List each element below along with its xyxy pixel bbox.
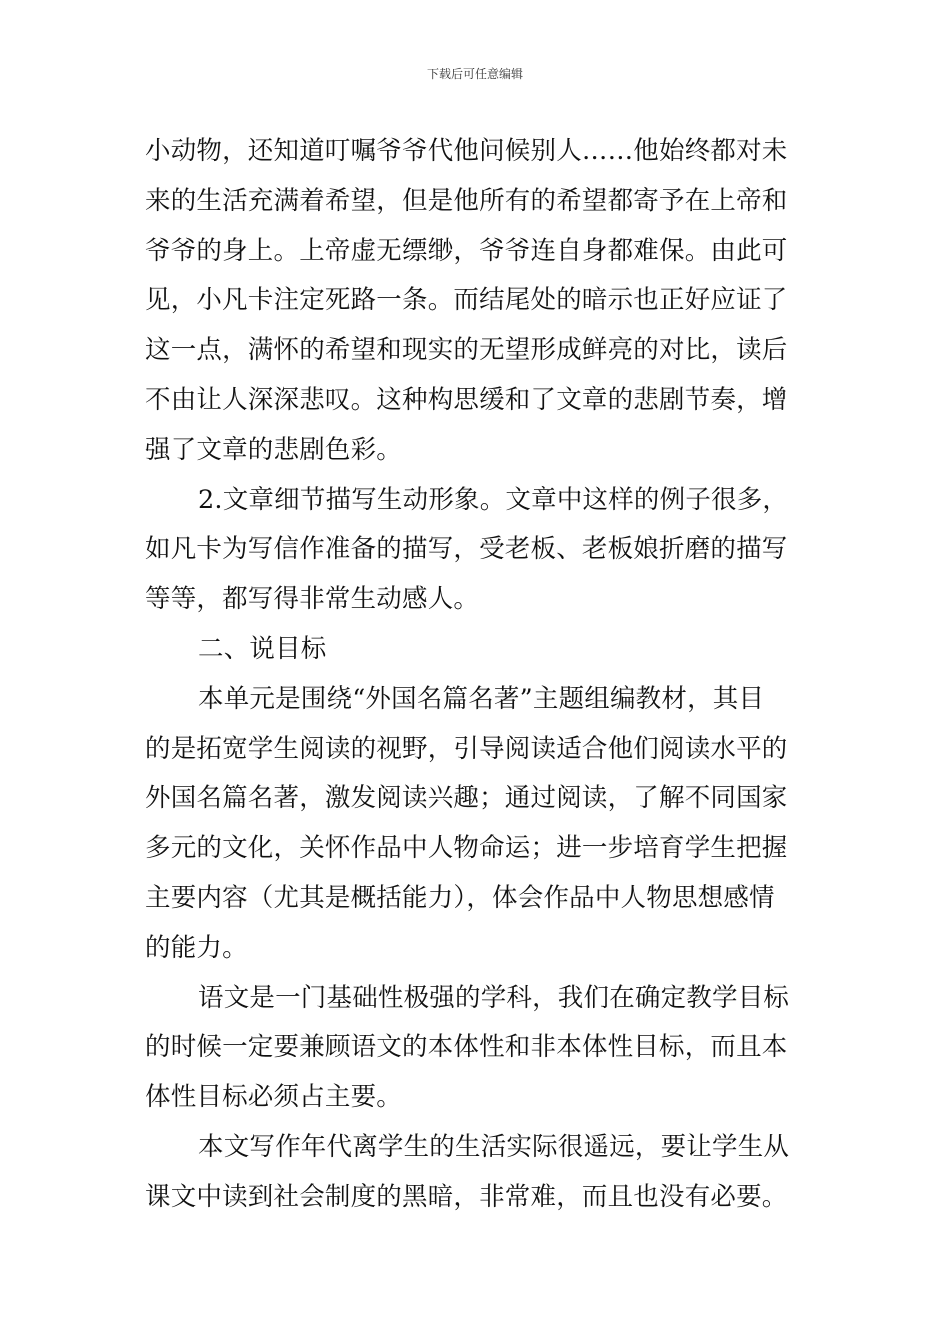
text-line: 的能力。 <box>145 932 248 963</box>
text-line: 的是拓宽学生阅读的视野，引导阅读适合他们阅读水平的 <box>145 733 788 764</box>
document-body <box>145 127 810 1223</box>
text-line: 如凡卡为写信作准备的描写，受老板、老板娘折磨的描写 <box>145 534 788 565</box>
text-line: 本文写作年代离学生的生活实际很遥远，要让学生从 <box>198 1131 790 1162</box>
page-header-note: 下载后可任意编辑 <box>426 67 523 81</box>
text-line: 爷爷的身上。上帝虚无缥缈，爷爷连自身都难保。由此可 <box>145 235 788 266</box>
text-line: 体性目标必须占主要。 <box>145 1082 403 1113</box>
text-line: 多元的文化，关怀作品中人物命运；进一步培育学生把握 <box>145 833 788 864</box>
text-line: 不由让人深深悲叹。这种构思缓和了文章的悲剧节奏，增 <box>145 384 788 415</box>
text-line: 这一点，满怀的希望和现实的无望形成鲜亮的对比，读后 <box>145 335 788 366</box>
text-line: 课文中读到社会制度的黑暗，非常难，而且也没有必要。 <box>145 1181 788 1212</box>
text-line: 强了文章的悲剧色彩。 <box>145 434 403 465</box>
text-line: 本单元是围绕“外国名篇名著”主题组编教材，其目 <box>198 683 765 714</box>
text-line: 等等，都写得非常生动感人。 <box>145 584 480 615</box>
text-line: 来的生活充满着希望，但是他所有的希望都寄予在上帝和 <box>145 185 788 216</box>
text-line: 的时候一定要兼顾语文的本体性和非本体性目标，而且本 <box>145 1032 788 1063</box>
text-line: 外国名篇名著，激发阅读兴趣；通过阅读，了解不同国家 <box>145 783 788 814</box>
section-heading: 二、说目标 <box>198 633 327 664</box>
text-line: 见，小凡卡注定死路一条。而结尾处的暗示也正好应证了 <box>145 285 788 316</box>
text-line: 语文是一门基础性极强的学科，我们在确定教学目标 <box>198 982 790 1013</box>
text-line: 主要内容（尤其是概括能力），体会作品中人物思想感情 <box>145 882 775 913</box>
text-line: 小动物，还知道叮嘱爷爷代他问候别人……他始终都对未 <box>145 136 788 166</box>
text-line: 2.文章细节描写生动形象。文章中这样的例子很多， <box>198 484 789 515</box>
